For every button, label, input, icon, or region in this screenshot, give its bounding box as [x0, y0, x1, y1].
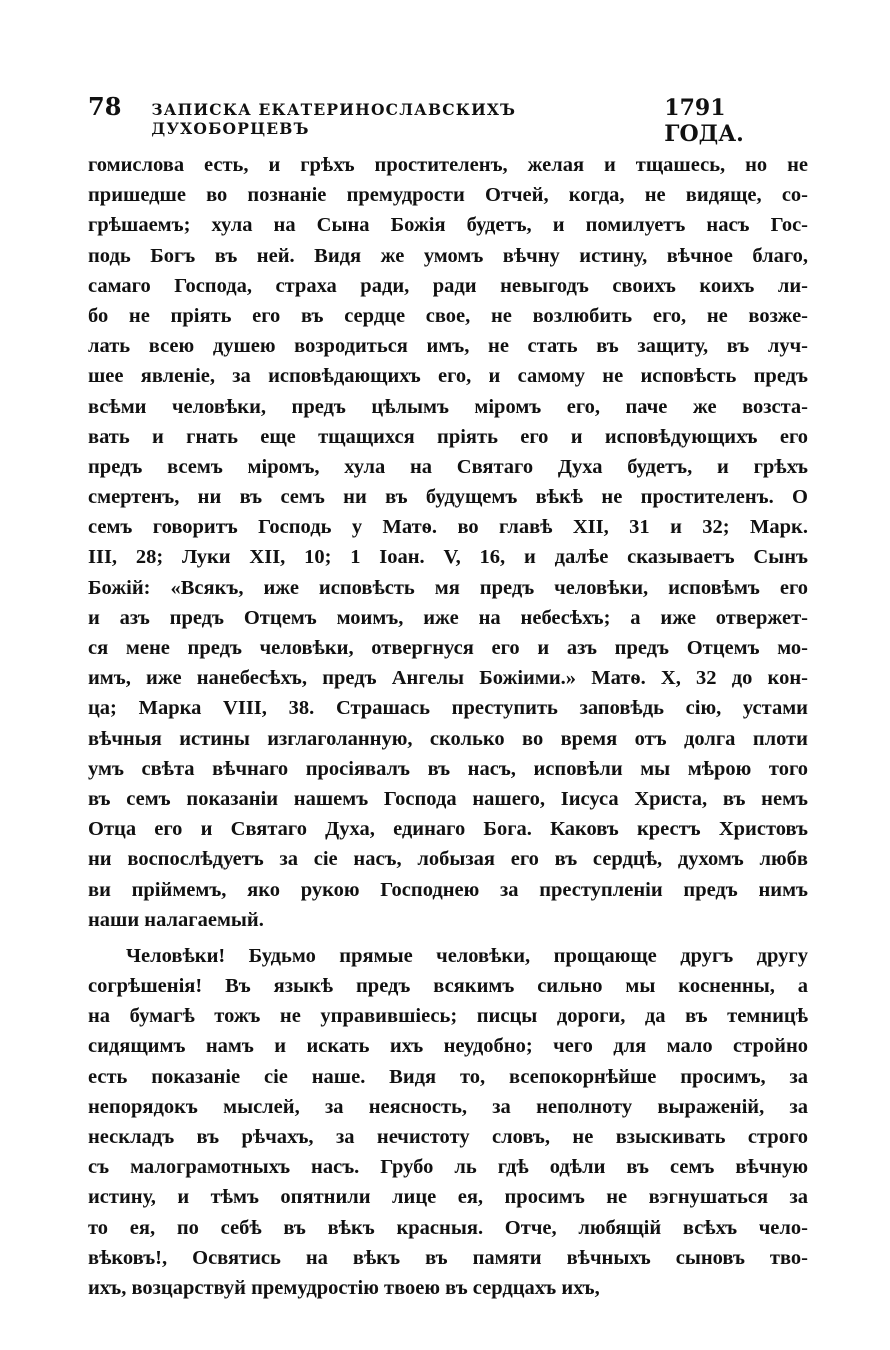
text-line: сидящимъ намъ и искать ихъ неудобно; чего для мало стройно: [88, 1035, 808, 1058]
text-line: имъ, иже нанебесѣхъ, предъ Ангелы Божіими.» Матѳ. X, 32 до кон-: [88, 667, 808, 690]
text-line: умъ свѣта вѣчнаго просіявалъ въ насъ, исповѣли мы мѣрою того: [88, 757, 808, 780]
text-line: вѣчныя истины изглаголанную, сколько во время отъ долга плоти: [88, 727, 808, 750]
text-line: самаго Господа, страха ради, ради невыгодъ своихъ коихъ ли-: [88, 274, 808, 297]
text-line: есть показаніе сіе наше. Видя то, всепокорнѣйше просимъ, за: [88, 1065, 808, 1088]
running-title: ЗАПИСКА ЕКАТЕРИНОСЛАВСКИХЪ ДУХОБОРЦЕВЪ: [151, 100, 517, 138]
text-line: лать всею душею возродиться имъ, не стать въ защиту, въ луч-: [88, 335, 808, 358]
text-line: съ малограмотныхъ насъ. Грубо ль гдѣ одѣли въ семъ вѣчную: [88, 1156, 808, 1179]
text-line: непорядокъ мыслей, за неясность, за неполноту выраженій, за: [88, 1095, 808, 1118]
text-line: вѣковъ!, Освятись на вѣкъ въ памяти вѣчныхъ сыновъ тво-: [88, 1246, 808, 1269]
text-line: наши налагаемый.: [88, 908, 264, 931]
text-line: пришедше во познаніе премудрости Отчей, когда, не видяще, со-: [88, 184, 808, 207]
text-line: истину, и тѣмъ опятнили лице ея, просимъ не вэгнушаться за: [88, 1186, 808, 1209]
text-line: ихъ, возцарствуй премудростію твоею въ сердцахъ ихъ,: [88, 1276, 600, 1299]
body-text: [88, 150, 808, 1303]
text-line: на бумагѣ тожъ не управившіесь; писцы дороги, да въ темницѣ: [88, 1005, 808, 1028]
text-line: гомислова есть, и грѣхъ простителенъ, желая и тщашесь, но не: [88, 154, 808, 176]
running-title-year: 1791 ГОДА.: [664, 95, 744, 147]
text-line: Отца его и Святаго Духа, единаго Бога. Каковъ крестъ Христовъ: [88, 818, 808, 841]
text-line: ца; Марка VIII, 38. Страшась преступить заповѣдь сію, устами: [88, 697, 808, 720]
text-line: нескладъ въ рѣчахъ, за нечистоту словъ, не взыскивать строго: [88, 1126, 808, 1148]
text-line: III, 28; Луки XII, 10; 1 Іоан. V, 16, и далѣе сказываетъ Сынъ: [88, 546, 808, 569]
text-line: въ семъ показаніи нашемъ Господа нашего, Іисуса Христа, въ немъ: [88, 787, 808, 810]
text-line: подь Богъ въ ней. Видя же умомъ вѣчну истину, вѣчное благо,: [88, 244, 808, 267]
page-number: 78: [88, 92, 122, 121]
text-line: всѣми человѣки, предъ цѣлымъ міромъ его, паче же возста-: [88, 395, 808, 418]
paragraph-2: [88, 941, 808, 1303]
text-line: грѣшаемъ; хула на Сына Божія будетъ, и помилуетъ насъ Гос-: [88, 214, 808, 237]
text-line: бо не пріять его въ сердце свое, не возлюбить его, не возже-: [88, 304, 808, 327]
text-line: шее явленіе, за исповѣдающихъ его, и самому не исповѣсть предъ: [88, 365, 808, 388]
text-line: согрѣшенія! Въ языкѣ предъ всякимъ сильно мы косненны, а: [88, 975, 808, 998]
text-line: Человѣки! Будьмо прямые человѣки, прощающе другъ другу: [126, 944, 808, 967]
text-line: Божій: «Всякъ, иже исповѣсть мя предъ человѣки, исповѣмъ его: [88, 576, 808, 599]
text-line: семъ говоритъ Господь у Матѳ. во главѣ XII, 31 и 32; Марк.: [88, 516, 808, 539]
text-line: смертенъ, ни въ семъ ни въ будущемъ вѣкѣ не простителенъ. О: [88, 486, 808, 509]
paragraph-1: [88, 150, 808, 935]
text-line: ся мене предъ человѣки, отвергнуся его и азъ предъ Отцемъ мо-: [88, 637, 808, 659]
text-line: и азъ предъ Отцемъ моимъ, иже на небесѣхъ; а иже отвержет-: [88, 606, 808, 629]
running-head: [88, 92, 808, 147]
text-line: то ея, по себѣ въ вѣкъ красныя. Отче, любящій всѣхъ чело-: [88, 1216, 808, 1239]
text-line: ви пріймемъ, яко рукою Господнею за преступленіи предъ нимъ: [88, 878, 808, 901]
text-line: предъ всемъ міромъ, хула на Святаго Духа будетъ, и грѣхъ: [88, 455, 808, 478]
text-line: ни воспослѣдуетъ за сіе насъ, лобызая его въ сердцѣ, духомъ любв: [88, 848, 808, 871]
text-line: вать и гнать еще тщащихся пріять его и исповѣдующихъ его: [88, 425, 808, 448]
